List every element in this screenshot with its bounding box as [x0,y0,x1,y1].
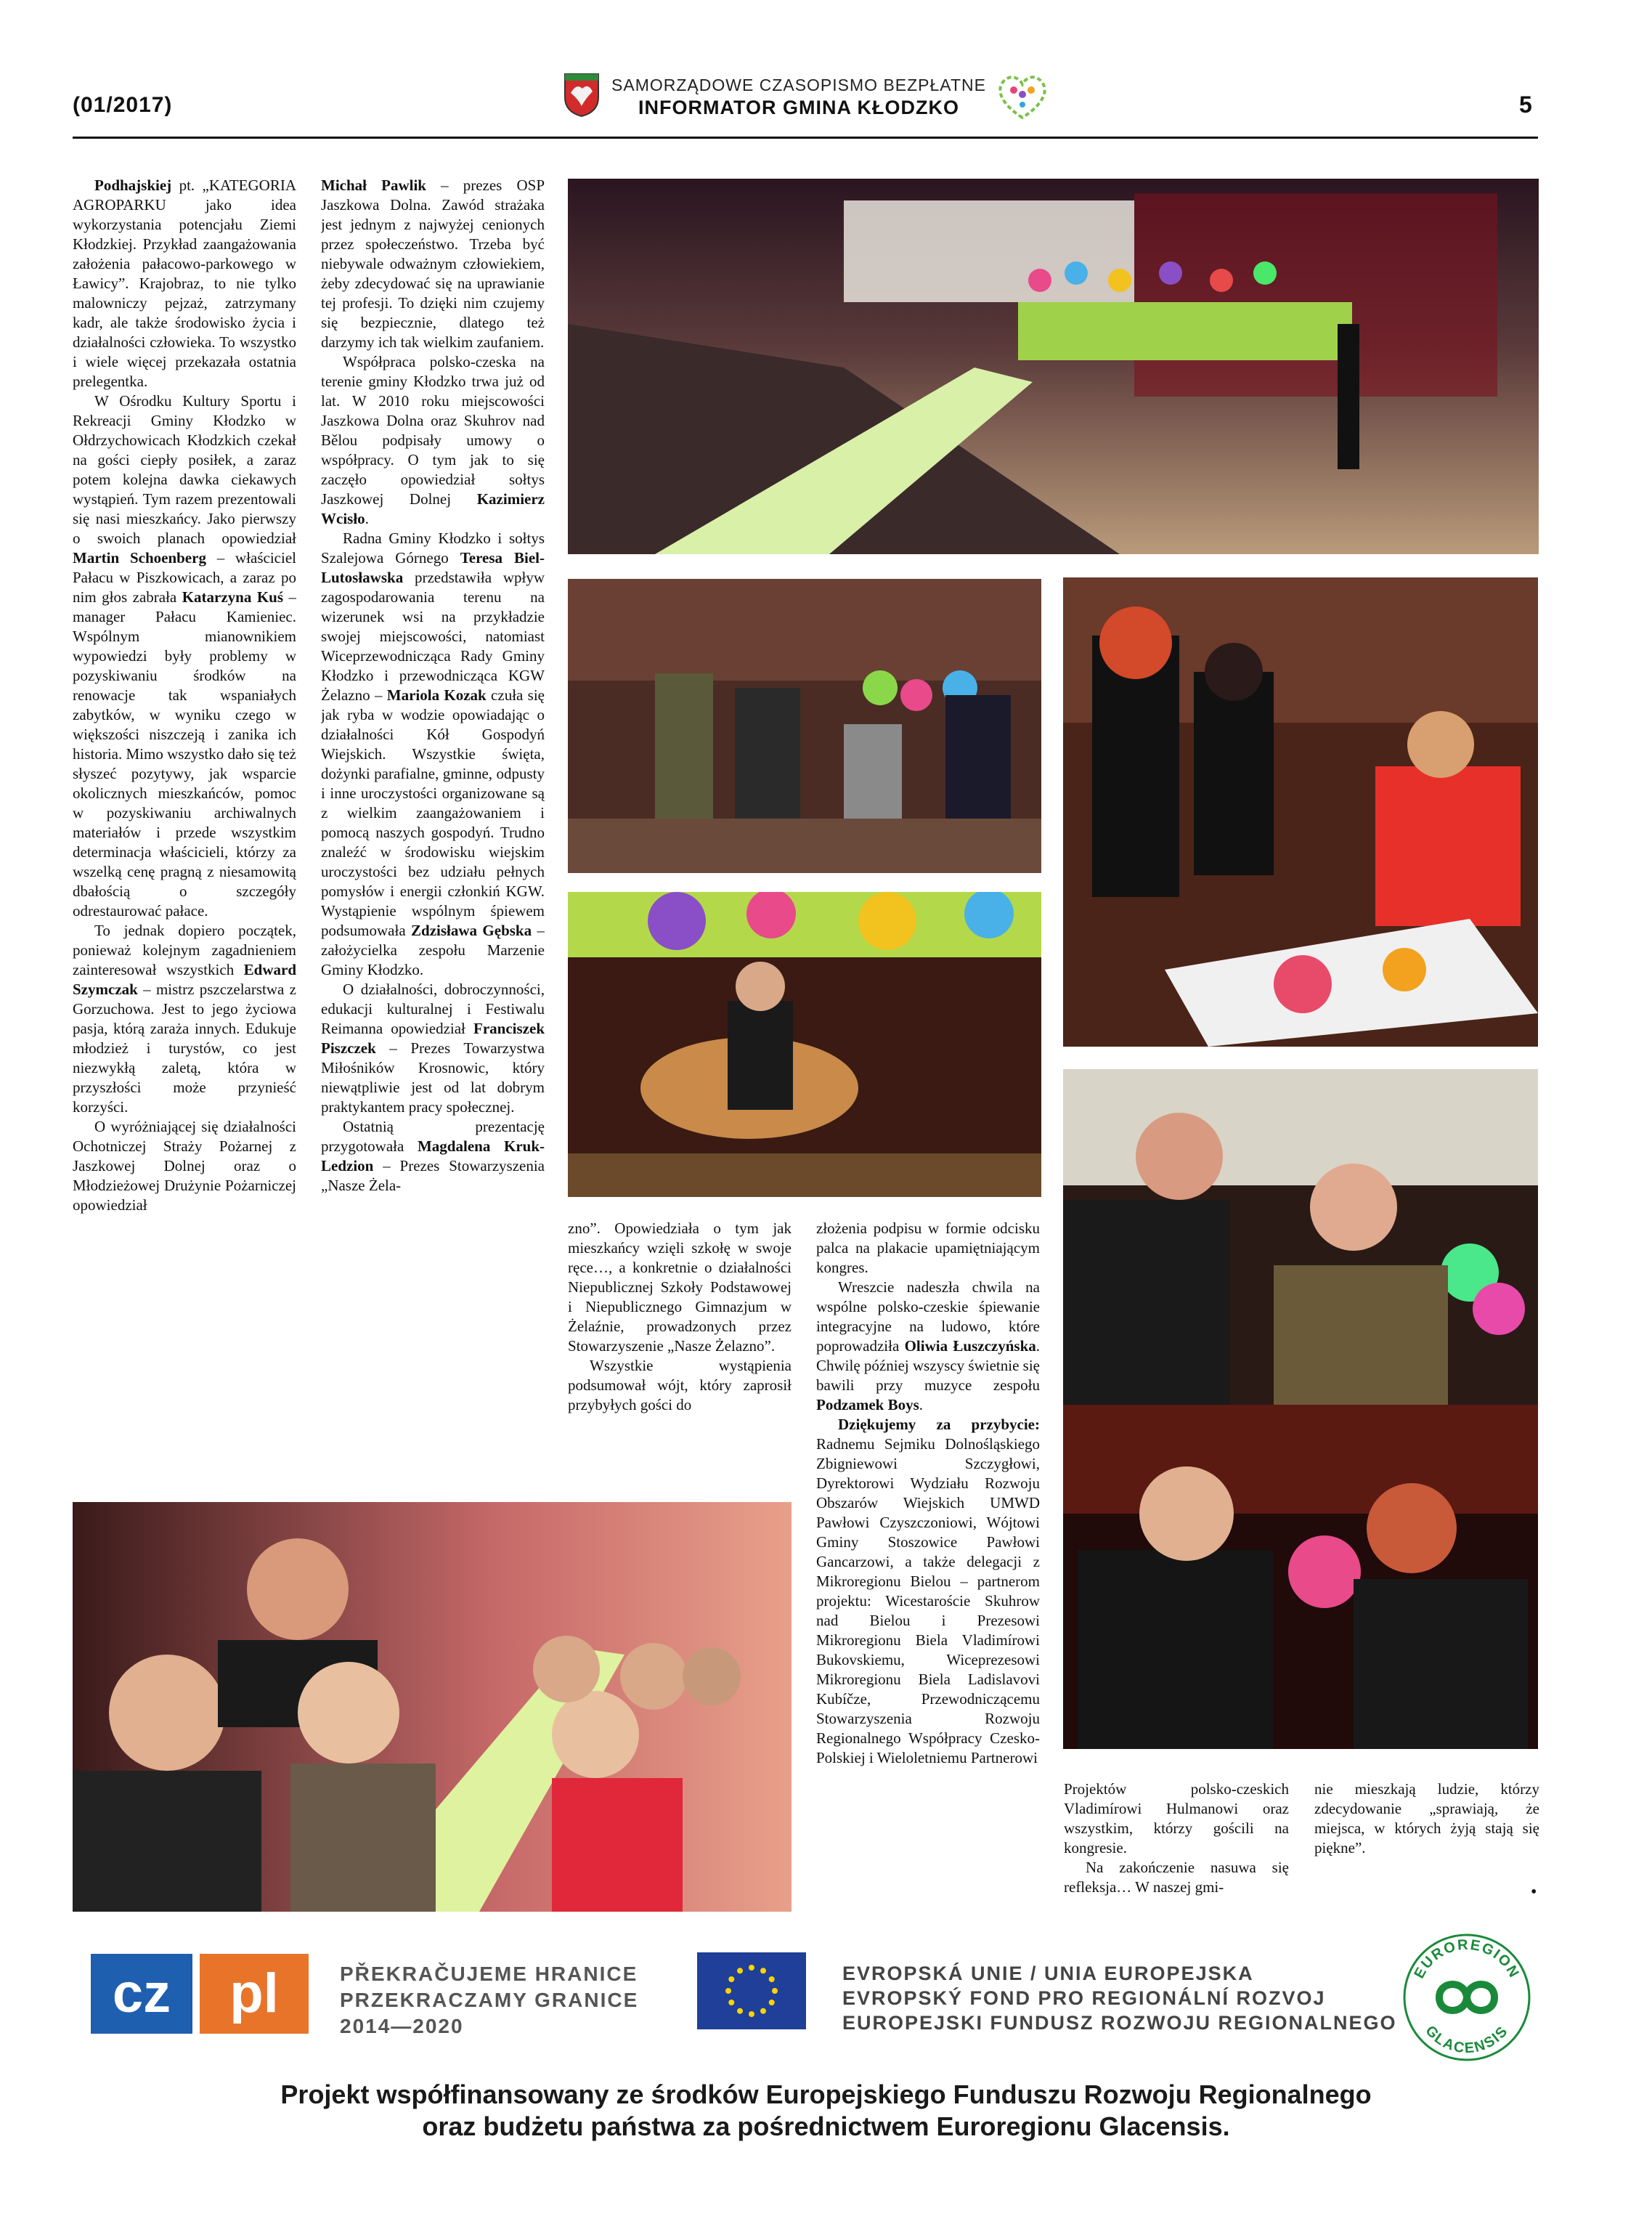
text-run: przedstawiła wpływ zagospodarowania terenu na wizerunek wsi na przykładzie swojej miejscowości, natomiast Wiceprzewodnicząca Rady Gminy Kłodzko i przewodnicząca KGW Żelazno – [321,569,545,704]
page-number: 5 [1519,92,1532,118]
eu-star-icon [769,2000,775,2005]
paragraph [73,1117,296,1215]
euroregion-bottom-text: GLACENSIS [1422,2022,1512,2057]
photo-gift-handover [568,579,1041,873]
eu-star-icon [760,1968,766,1973]
article-column-2 [321,176,545,1483]
paragraph [321,1117,545,1196]
heart-logo-icon [993,71,1051,122]
text-run: Wreszcie nadeszła chwila na wspólne polsko-czeskie śpiewanie integracyjne na ludowo, które poprowadziła [816,1278,1040,1355]
text-run: – właściciel Pałacu w Piszkowicach, a zaraz po nim głos zabrała [73,549,296,606]
czpl-line-1: PŘEKRAČUJEME HRANICE [340,1963,638,1985]
czpl-line-3: 2014—2020 [340,2015,464,2037]
article-column-4 [816,1219,1040,1916]
text-run: zno”. Opowiedziała o tym jak mieszkańcy wzięli szkołę w swoje ręce…, a konkretnie o działalności Niepublicznej Szkoły Podstawowej i Niepublicznego Gimnazjum w Żelaźnie, prowadzonych przez Stowarzyszenie „Nasze Żelazno”. [568,1220,792,1355]
eu-star-icon [749,1965,754,1971]
text-run: Radnemu Sejmiku Dolnośląskiego Zbigniewowi Szczygłowi, Dyrektorowi Wydziału Rozwoju Obszarów Wiejskich UMWD Pawłowi Czyszczoniowi, Wójtowi Gminy Stoszowice Pawłowi Gancarzowi, a także delegacji z Mikroregionu Bielou – partnerom projektu: Wicestaroście Skuhrow nad Bielou i Prezesowi Mikroregionu Biela Vladimírowi Bukovskiemu, Wiceprezesowi Mikroregionu Biela Ladislavovi Kubíčze, Przewodniczącemu Stowarzyszenia Rozwoju Regionalnego Współpracy Czesko-Polskiej i Wieloletniemu Partnerowi [816,1435,1040,1766]
text-run: O działalności, dobroczynności, edukacji kulturalnej i Festiwalu Reimanna opowiedział [321,981,545,1037]
funding-line-1: Projekt współfinansowany ze środków Europejskiego Funduszu Rozwoju Regionalnego [280,2079,1372,2109]
article-column-6 [1314,1779,1539,1918]
issue-number: (01/2017) [73,93,173,117]
masthead [610,76,988,119]
funding-line-2: oraz budżetu państwa za pośrednictwem Euroregionu Glacensis. [422,2111,1230,2141]
photo-folk-interview [1063,1405,1538,1749]
text-run: pt. „KATEGORIA AGROPARKU jako idea wykorzystania potencjału Ziemi Kłodzkiej. Przykład zaangażowania założenia pałacowo-parkowego w Ławicy”. Krajobraz, to nie tylko malowniczy pejzaż, zatrzymany kadr, ale także środowisko życia i działalności człowieka. To wszystko i wiele więcej przekazała ostatnia prelegentka. [73,176,296,390]
text-run: czuła się jak ryba w wodzie opowiadając o działalności Kół Gospodyń Wiejskich. Wszystkie święta, dożynki parafialne, gminne, odpusty i inne uroczystości organizowane są z wielkim zaangażowaniem i pomocą naszych gospodyń. Trudno znaleźć w środowisku wiejskim uroczystości bez udziału pełnych pomysłów i energii członkiń KGW. Wystąpienie wspólnym śpiewem podsumowała [321,686,545,939]
paragraph [1064,1779,1289,1858]
text-run: – mistrz pszczelarstwa z Gorzuchowa. Jest to jego życiowa pasja, którą zaraża innych. Edukuje młodzież i turystów, co jest niezwykłą zaletą, która w przyszłości może przynieść korzyści. [73,981,296,1116]
bold-name: Oliwia Łuszczyńska [904,1337,1036,1355]
photo-interview-two-men [1063,1069,1538,1413]
paragraph [73,176,296,391]
paragraph [816,1278,1040,1415]
eu-fund-text [842,1961,1397,2035]
eu-star-icon [772,1988,778,1994]
eu-line-3: EUROPEJSKI FUNDUSZ ROZWOJU REGIONALNEGO [842,2012,1397,2034]
eu-star-icon [737,1968,743,1973]
text-run: Radna Gminy Kłodzko i sołtys Szalejowa Górnego [321,529,545,567]
bold-name: Martin Schoenberg [73,549,206,567]
bold-name: Kazimierz Wcisło [321,490,545,527]
text-run: – Prezes Stowarzyszenia „Nasze Żela- [321,1157,545,1194]
paragraph [321,352,545,529]
masthead-subtitle: SAMORZĄDOWE CZASOPISMO BEZPŁATNE [611,76,986,94]
text-run: W Ośrodku Kultury Sportu i Rekreacji Gminy Kłodzko w Ołdrzychowicach Kłodzkich czekał na gości ciepły posiłek, a zaraz potem kolejna dawka ciekawych wystąpień. Tym razem prezentowali się nasi mieszkańcy. Jako pierwszy o swoich planach opowiedział [73,392,296,547]
paragraph [816,1415,1040,1768]
bold-name: Michał Pawlik [321,176,426,194]
bold-name: Zdzisława Gębska [411,922,532,939]
article-column-5 [1064,1779,1289,1918]
bold-name: Magdalena Kruk-Ledzion [321,1137,545,1174]
text-run: O wyróżniającej się działalności Ochotniczej Straży Pożarnej z Jaszkowej Dolnej oraz o Młodzieżowej Drużynie Pożarniczej opowiedział [73,1118,296,1214]
eu-star-icon [760,2008,766,2014]
text-run: To jednak dopiero początek, ponieważ kolejnym zagadnieniem zainteresował wszystkich [73,922,296,978]
coat-of-arms-icon [563,73,600,118]
paragraph [321,980,545,1117]
paragraph [321,529,545,980]
article-column-1 [73,176,296,1469]
paragraph [568,1219,792,1356]
text-run: złożenia podpisu w formie odcisku palca na plakacie upamiętniającym kongres. [816,1220,1040,1276]
text-run: . Chwilę później wszyscy świetnie się bawili przy muzyce zespołu [816,1337,1040,1394]
czpl-logo [91,1954,309,2034]
euroregion-glacensis-logo [1401,1932,1532,2063]
eu-star-icon [728,2000,734,2005]
eu-star-icon [725,1988,731,1994]
paragraph [1064,1858,1289,1897]
photo-guitar-performance [568,892,1041,1197]
bold-name: Dziękujemy za przybycie: [838,1416,1040,1433]
bold-name: Franciszek Piszczek [321,1020,545,1057]
paragraph [73,391,296,921]
text-run: – prezes OSP Jaszkowa Dolna. Zawód strażaka jest jednym z najwyżej cenionych przez społeczeństwo. Trzeba być niebywale odważnym człowiekiem, żeby zdecydować się na uprawianie tej profesji. To dzięki nim czujemy się bezpiecznie, dlatego też darzymy ich tak wielkim zaufaniem. [321,176,545,351]
photo-banquet-hall [568,179,1539,554]
text-run: Współpraca polsko-czeska na terenie gminy Kłodzko trwa już od lat. W 2010 roku miejscowości Jaszkowa Dolna oraz Skuhrov nad Bělou podpisały umowy o współpracy. O tym jak to się zaczęło opowiedział sołtys Jaszkowej Dolnej [321,353,545,508]
eu-star-icon [737,2008,743,2014]
text-run: – manager Pałacu Kamieniec. Wspólnym mianownikiem wypowiedzi były problemy w pozyskiwaniu środków na renowacje tak wspaniałych zabytków, w wyniku czego w większości niszczeją i zanika ich historia. Mimo wszystko dało się też słyszeć pozytywy, jak wsparcie okolicznych mieszkańców, pomoc w pozyskiwaniu archiwalnych materiałów i przede wszystkim determinacja właścicieli, którzy za wszelką cenę pragną z niesamowitą dbałością o szczegóły odrestaurować pałace. [73,588,296,920]
text-run: – Prezes Towarzystwa Miłośników Krosnowic, który niewątpliwie jest od lat dobrym praktykantem pracy społecznej. [321,1039,545,1116]
eu-line-2: EVROPSKÝ FOND PRO REGIONÁLNÍ ROZVOJ [842,1987,1326,2009]
bold-name: Katarzyna Kuś [182,588,284,606]
eu-star-icon [728,1976,734,1982]
czpl-logo-pl: pl [229,1963,279,2024]
eu-line-1: EVROPSKÁ UNIE / UNIA EUROPEJSKA [842,1963,1254,1984]
masthead-title: INFORMATOR GMINA KŁODZKO [638,97,959,118]
euroregion-top-text: EUROREGION [1411,1936,1523,1981]
text-run: Na zakończenie nasuwa się refleksja… W naszej gmi- [1064,1859,1289,1896]
bold-name: Mariola Kozak [386,686,487,704]
text-run: Projektów polsko-czeskich Vladimírowi Hulmanowi oraz wszystkim, którzy gościli na kongresie. [1064,1780,1289,1856]
header-rule [73,137,1538,139]
text-run: . [919,1396,923,1413]
bold-name: Teresa Biel-Lutosławska [321,549,545,586]
paragraph [1314,1779,1539,1858]
czpl-line-2: PRZEKRACZAMY GRANICE [340,1989,639,2011]
photo-poster-signing [1063,577,1538,1047]
photo-guests-at-table [73,1502,792,1912]
end-mark: • [1531,1883,1537,1902]
text-run: Ostatnią prezentację przygotowała [321,1118,545,1155]
text-run: – założycielka zespołu Marzenie Gminy Kłodzko. [321,922,545,978]
paragraph [568,1356,792,1415]
text-run: Wszystkie wystąpienia podsumował wójt, który zaprosił przybyłych gości do [568,1357,792,1413]
article-column-3 [568,1219,792,1488]
eu-star-icon [749,2011,754,2017]
bold-name: Edward Szymczak [73,961,296,998]
bold-name: Podzamek Boys [816,1396,919,1413]
czpl-slogan [340,1961,638,2040]
paragraph [816,1219,1040,1278]
bold-name: Podhajskiej [94,176,172,194]
eu-star-icon [769,1976,775,1982]
czpl-logo-cz: cz [112,1963,171,2024]
text-run: nie mieszkają ludzie, którzy zdecydowanie „sprawiają, że miejsca, w których żyją stają się piękne”. [1314,1780,1539,1856]
eu-flag-icon [697,1952,806,2029]
funding-statement [0,2079,1652,2143]
paragraph [73,921,296,1117]
paragraph [321,176,545,352]
text-run: . [365,510,369,527]
